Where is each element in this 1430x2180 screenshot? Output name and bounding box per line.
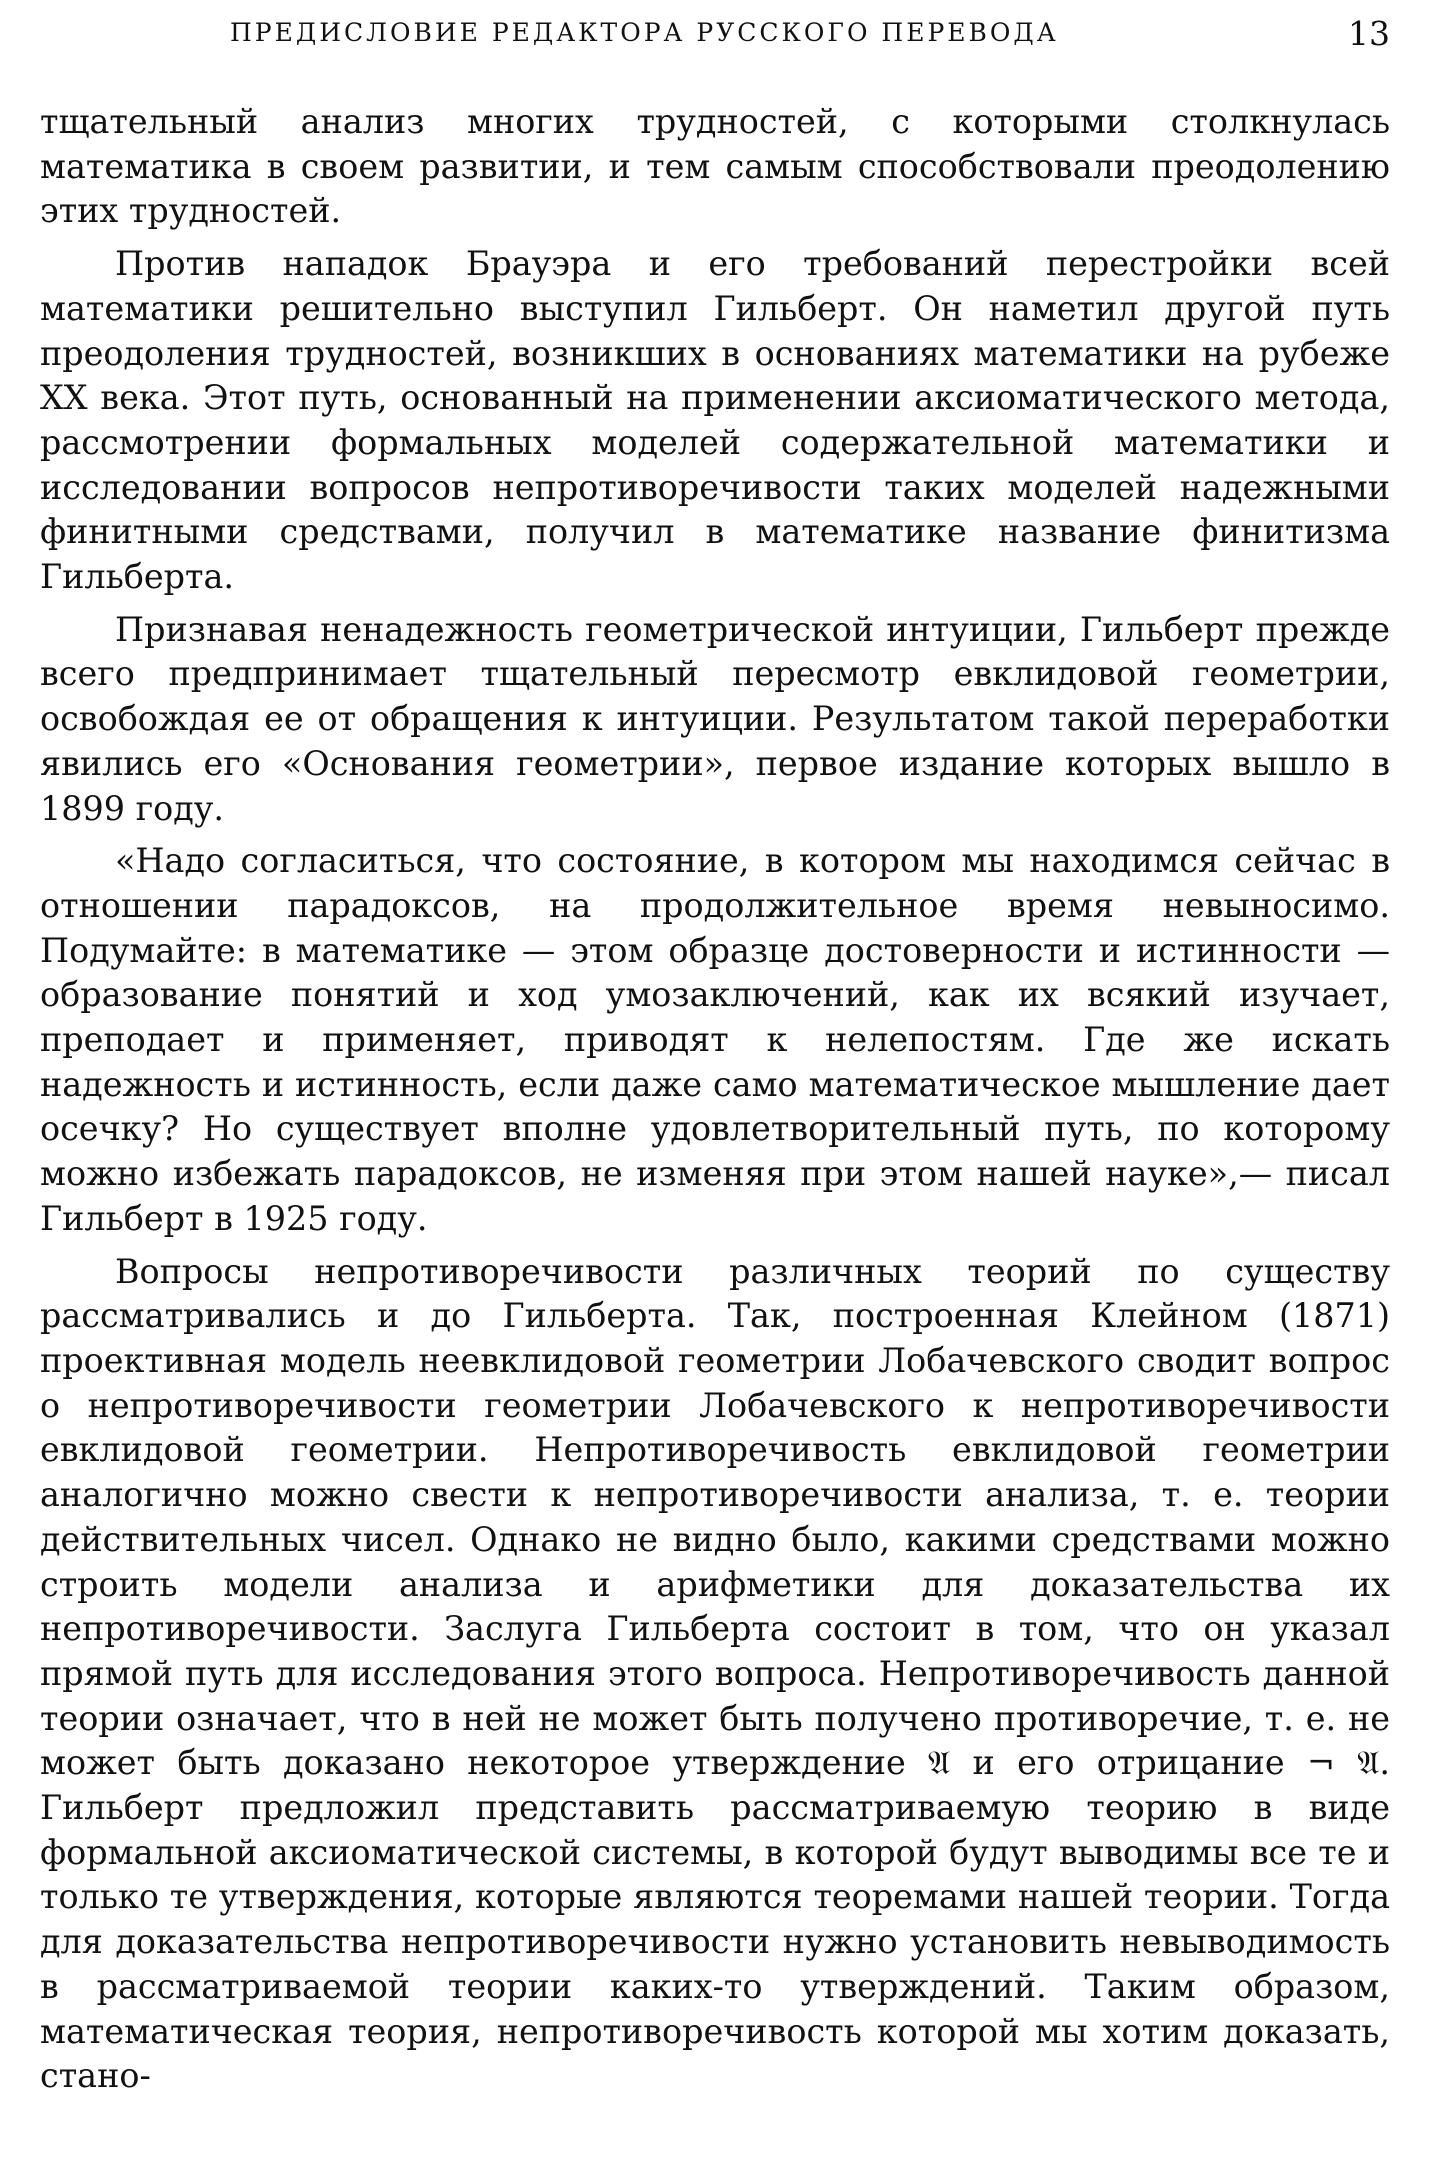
paragraph-gap	[40, 831, 1390, 839]
body-text	[40, 100, 1390, 2099]
paragraph-hilbert-quote: «Надо согласиться, что состояние, в котором мы находимся сейчас в отношении парадоксов, на продолжительное время невыносимо. Подумайте: в математике — этом образце достоверности и истинности — образование понятий и ход умозаключений, как их всякий изучает, преподает и применяет, приводят к нелепостям. Где же искать надежность и истинность, если даже само математическое мышление дает осечку? Но существует вполне удовлетворительный путь, по которому можно избежать парадоксов, не изменяя при этом нашей науке»,— писал Гильберт в 1925 году.	[40, 841, 1390, 1238]
book-page	[40, 0, 1390, 2180]
paragraph-hilbert-opposes-brouwer: Против нападок Брауэра и его требований перестройки всей математики решительно выступил Гильберт. Он наметил другой путь преодоления трудностей, возникших в основаниях математики на рубеже XX века. Этот путь, основанный на применении аксиоматического метода, рассмотрении формальных моделей содержательной математики и исследовании вопросов непротиворечивости таких моделей надежными финитными средствами, получил в математике название финитизма Гильберта.	[40, 244, 1390, 597]
running-head	[40, 12, 1390, 58]
page-number: 13	[1348, 14, 1390, 53]
paragraph-continuation: тщательный анализ многих трудностей, с которыми столкнулась математика в своем развитии, и тем самым способствовали преодолению этих трудностей.	[40, 102, 1390, 231]
paragraph-gap	[40, 1242, 1390, 1250]
paragraph-gap	[40, 234, 1390, 242]
running-title: ПРЕДИСЛОВИЕ РЕДАКТОРА РУССКОГО ПЕРЕВОДА	[230, 18, 1059, 47]
paragraph-gap	[40, 600, 1390, 608]
paragraph-consistency-questions: Вопросы непротиворечивости различных теорий по существу рассматривались и до Гильберта. Так, построенная Клейном (1871) проективная модель неевклидовой геометрии Лобачевского сводит вопрос о непротиворечивости геометрии Лобачевского к непротиворечивости евклидовой геометрии. Непротиворечивость евклидовой геометрии аналогично можно свести к непротиворечивости анализа, т. е. теории действительных чисел. Однако не видно было, какими средствами можно строить модели анализа и арифметики для доказательства их непротиворечивости. Заслуга Гильберта состоит в том, что он указал прямой путь для исследования этого вопроса. Непротиворечивость данной теории означает, что в ней не может быть получено противоречие, т. е. не может быть доказано некоторое утверждение 𝔄 и его отрицание ¬ 𝔄. Гильберт предложил представить рассматриваемую теорию в виде формальной аксиоматической системы, в которой будут выводимы все те и только те утверждения, которые являются теоремами нашей теории. Тогда для доказательства непротиворечивости нужно установить невыводимость в рассматриваемой теории каких-то утверждений. Таким образом, математическая теория, непротиворечивость которой мы хотим доказать, стано-	[40, 1251, 1390, 2096]
paragraph-foundations-of-geometry: Признавая ненадежность геометрической интуиции, Гильберт прежде всего предпринимает тщательный пересмотр евклидовой геометрии, освобождая ее от обращения к интуиции. Результатом такой переработки явились его «Основания геометрии», первое издание которых вышло в 1899 году.	[40, 609, 1390, 828]
